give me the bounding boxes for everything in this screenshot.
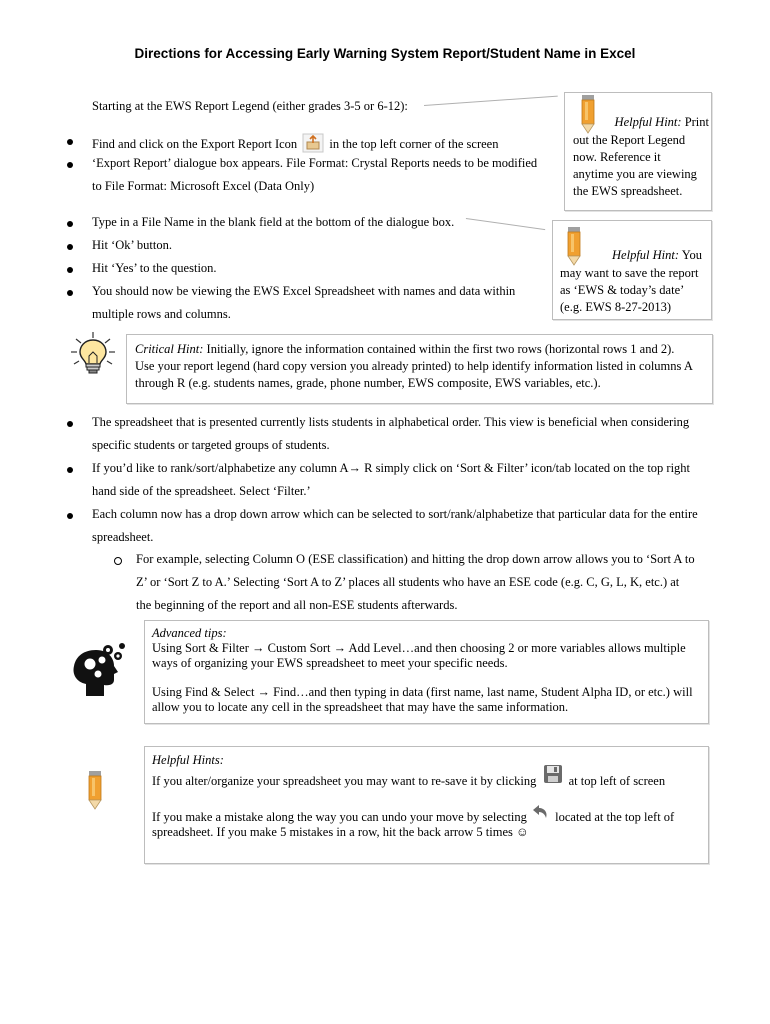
critical-hint-text: Use your report legend (hard copy version you already printed) to help identify information listed in columns A: [135, 359, 693, 373]
hint-text: may want to save the report: [560, 266, 699, 280]
bullet-text: multiple rows and columns.: [92, 307, 231, 321]
bullet: [67, 421, 73, 427]
critical-hint-text: through R (e.g. students names, grade, phone number, EWS composite, EWS variables, etc.).: [135, 376, 601, 390]
hint-text: as ‘EWS & today’s date’: [560, 283, 685, 297]
bullet: [67, 267, 73, 273]
critical-hint-label: Critical Hint:: [135, 342, 204, 356]
save-icon: [543, 764, 563, 788]
helpful-hints-text: spreadsheet. If you make 5 mistakes in a row, hit the back arrow 5 times ☺: [152, 825, 529, 839]
sub-bullet-text: For example, selecting Column O (ESE classification) and hitting the drop down arrow allows you to ‘Sort A to: [136, 552, 695, 566]
hint-text: (e.g. EWS 8-27-2013): [560, 300, 672, 314]
critical-hint-text: Initially, ignore the information contained within the first two rows (horizontal rows 1 and 2).: [206, 342, 675, 356]
bullet-text: to File Format: Microsoft Excel (Data Only): [92, 179, 315, 193]
hint-label: Helpful Hint:: [612, 248, 680, 262]
intro-text: Starting at the EWS Report Legend (either grades 3-5 or 6-12):: [92, 99, 408, 113]
bullet-text: If you’d like to rank/sort/alphabetize any column A→ R simply click on ‘Sort & Filter’ icon/tab located on the top right: [92, 461, 691, 475]
bullet: [67, 290, 73, 296]
helpful-hints-line: [152, 770, 665, 794]
advanced-tips-text: allow you to locate any cell in the spreadsheet that may have the same information.: [152, 700, 569, 714]
hint-text: out the Report Legend: [573, 133, 686, 147]
connector-line: [466, 218, 545, 230]
bullet-text: spreadsheet.: [92, 530, 154, 544]
export-report-icon: [302, 133, 324, 157]
hint-label: Helpful Hint:: [614, 115, 682, 129]
bullet-text: in the top left corner of the screen: [329, 136, 499, 151]
helpful-hints-text: at top left of screen: [568, 773, 666, 788]
helpful-hints-label: Helpful Hints:: [152, 753, 224, 767]
advanced-tips-text: Using Find & Select → Find…and then typing in data (first name, last name, Student Alpha ID, or etc.) will: [152, 685, 693, 699]
lightbulb-icon: [68, 330, 118, 380]
connector-line: [424, 96, 558, 106]
helpful-hints-text: If you alter/organize your spreadsheet you may want to re-save it by clicking: [152, 773, 537, 788]
bullet: [67, 513, 73, 519]
bullet-text: Hit ‘Ok’ button.: [92, 238, 172, 252]
hint-text: anytime you are viewing: [573, 167, 697, 181]
bullet-text: The spreadsheet that is presented currently lists students in alphabetical order. This view is beneficial when considering: [92, 415, 690, 429]
bullet: [67, 162, 73, 168]
helpful-hints-text: located at the top left of: [555, 809, 675, 824]
bullet-text: Hit ‘Yes’ to the question.: [92, 261, 217, 275]
sub-bullet-text: the beginning of the report and all non-ESE students afterwards.: [136, 598, 458, 612]
pencil-icon: [87, 770, 103, 814]
page-title: Directions for Accessing Early Warning System Report/Student Name in Excel: [134, 46, 636, 61]
bullet-text: Each column now has a drop down arrow which can be selected to sort/rank/alphabetize that particular data for the entire: [92, 507, 698, 521]
hint-text: now. Reference it: [573, 150, 661, 164]
sub-bullet-text: Z’ or ‘Sort Z to A.’ Selecting ‘Sort A to Z’ places all students who have an ESE code (e.g. C, G, L, K, etc.) at: [136, 575, 680, 589]
bullet-export-report: [92, 133, 498, 157]
advanced-tips-text: Using Sort & Filter → Custom Sort → Add Level…and then choosing 2 or more variables allows multiple: [152, 641, 686, 655]
advanced-tips-label: Advanced tips:: [152, 626, 227, 640]
undo-icon: [532, 804, 550, 824]
bullet: [67, 244, 73, 250]
gears-head-icon: [68, 640, 130, 702]
bullet: [67, 221, 73, 227]
helpful-hints-box: [144, 746, 709, 864]
advanced-tips-text: ways of organizing your EWS spreadsheet to meet your specific needs.: [152, 656, 508, 670]
hint-text: Print: [684, 115, 709, 129]
bullet-text: You should now be viewing the EWS Excel Spreadsheet with names and data within: [92, 284, 516, 298]
sub-bullet: [114, 557, 122, 565]
hint-text: You: [681, 248, 702, 262]
bullet: [67, 139, 73, 145]
bullet-text: specific students or targeted groups of students.: [92, 438, 330, 452]
helpful-hints-text: If you make a mistake along the way you can undo your move by selecting: [152, 809, 527, 824]
bullet-text: ‘Export Report’ dialogue box appears. File Format: Crystal Reports needs to be modified: [92, 156, 538, 170]
critical-hint-line: [135, 341, 674, 357]
hint-first-line: [560, 247, 702, 263]
hint-first-line: [573, 114, 709, 130]
hint-text: the EWS spreadsheet.: [573, 184, 683, 198]
bullet-text: Find and click on the Export Report Icon: [92, 136, 298, 151]
bullet-text: hand side of the spreadsheet. Select ‘Filter.’: [92, 484, 311, 498]
bullet-text: Type in a File Name in the blank field at the bottom of the dialogue box.: [92, 215, 455, 229]
bullet: [67, 467, 73, 473]
